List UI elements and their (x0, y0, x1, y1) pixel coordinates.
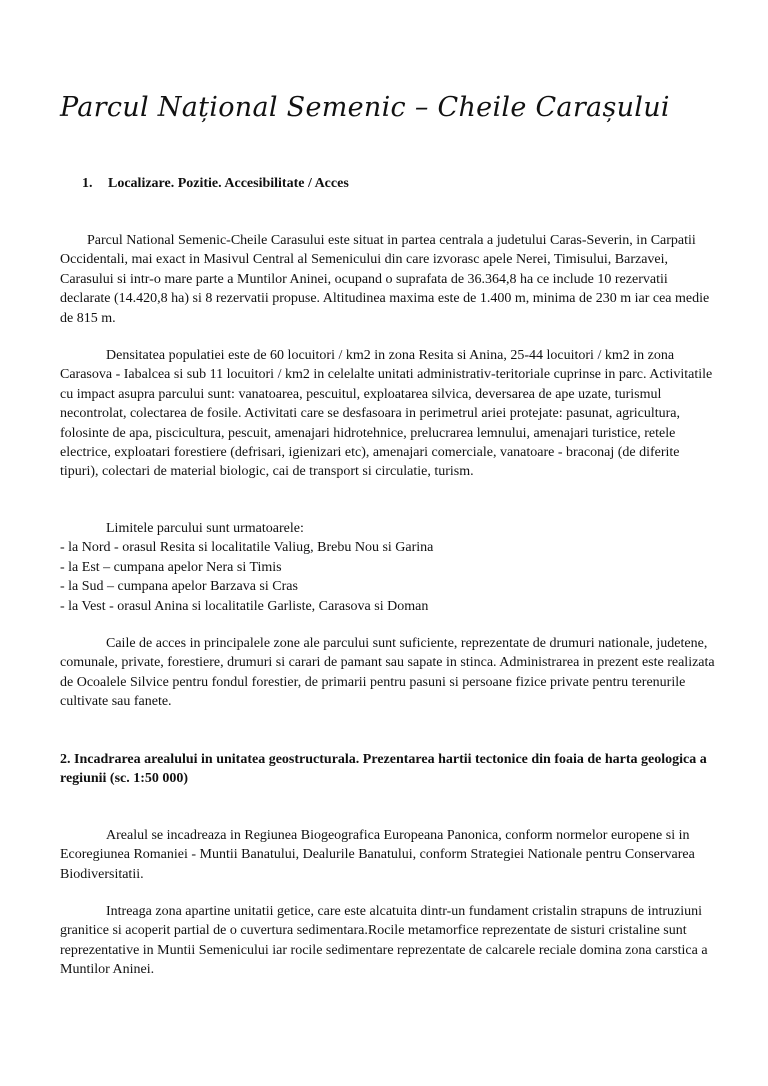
paragraph-text: Intreaga zona apartine unitatii getice, care este alcatuita dintr-un fundament cristalin strapuns de intruziuni granitice si acoperit partial de o cuvertura sedimentara.Rocile metamorfice reprezentate de sisturi cristaline sunt reprezentative in Muntii Semenicului iar rocile sedimentare reprezentate de calcarele reciale domina zona carstica a Muntilor Aninei. (60, 904, 708, 978)
section-1-heading (82, 174, 349, 193)
list-item: - la Est – cumpana apelor Nera si Timis (60, 559, 282, 575)
list-item: - la Nord - orasul Resita si localitatile Valiug, Brebu Nou si Garina (60, 540, 434, 556)
list-item: - la Vest - orasul Anina si localitatile Garliste, Carasova si Doman (60, 598, 429, 614)
document-title: Parcul Național Semenic – Cheile Carașului (60, 92, 670, 123)
paragraph-location (60, 231, 720, 328)
limits-heading: Limitele parcului sunt urmatoarele: (106, 521, 304, 536)
paragraph-text: Parcul National Semenic-Cheile Carasului este situat in partea centrala a judetului Caras-Severin, in Carpatii Occidentali, mai exact in Masivul Central al Semenicului din care izvorasc apele Nerei, Timisului, Barzavei, Carasului si intr-o mare parte a Muntilor Aninei, ocupand o suprafata de 36.364,8 ha ce include 10 rezervatii declarate (14.420,8 ha) si 8 rezervatii propuse. Altitudinea maxima este de 1.400 m, minima de 230 m iar cea medie de 815 m. (60, 233, 710, 326)
paragraph-text: Densitatea populatiei este de 60 locuitori / km2 in zona Resita si Anina, 25-44 locuitori / km2 in zona Carasova - Iabalcea si sub 11 locuitori / km2 in celelalte unitati administrativ-teritoriale cuprinse in parc. Activitatile cu impact asupra parcului sunt: vanatoarea, pescuitul, exploatarea silvica, deversarea de ape uzate, turismul necontrolat, colectarea de fosile. Activitati care se desfasoara in perimetrul ariei protejate: pasunat, agricultura, folosinte de apa, piscicultura, pescuit, amenajari hidrotehnice, prelucrarea lemnului, amenajari turistice, retele electrice, exploatari forestiere (defrisari, igienizari etc), amenajari comerciale, vanatoare - braconaj (de diferite tipuri), colectari de material biologic, cai de transport si circulatie, turism. (60, 348, 713, 480)
park-limits-list (60, 519, 720, 616)
paragraph-biogeography (60, 826, 720, 884)
section-2-heading: 2. Incadrarea arealului in unitatea geostructurala. Prezentarea hartii tectonice din foaia de harta geologica a regiunii (sc. 1:50 000) (60, 752, 707, 786)
paragraph-geology (60, 902, 720, 980)
paragraph-text: Caile de acces in principalele zone ale parcului sunt suficiente, reprezentate de drumuri nationale, judetene, comunale, private, forestiere, drumuri si carari de pamant sau sapate in stinca. Administrarea in prezent este realizata de Ocoalele Silvice pentru fondul forestier, de primarii pentru pasuni si persoane fizice private pentru terenurile cultivate sau fanete. (60, 636, 715, 710)
section-1-number: 1. (82, 176, 93, 191)
paragraph-access (60, 634, 720, 712)
list-item: - la Sud – cumpana apelor Barzava si Cras (60, 579, 298, 595)
paragraph-population (60, 346, 720, 482)
paragraph-text: Arealul se incadreaza in Regiunea Biogeografica Europeana Panonica, conform normelor europene si in Ecoregiunea Romaniei - Muntii Banatului, Dealurile Banatului, conform Strategiei Nationale pentru Conservarea Biodiversitatii. (60, 828, 695, 882)
section-1-heading-text: Localizare. Pozitie. Accesibilitate / Acces (108, 176, 349, 191)
